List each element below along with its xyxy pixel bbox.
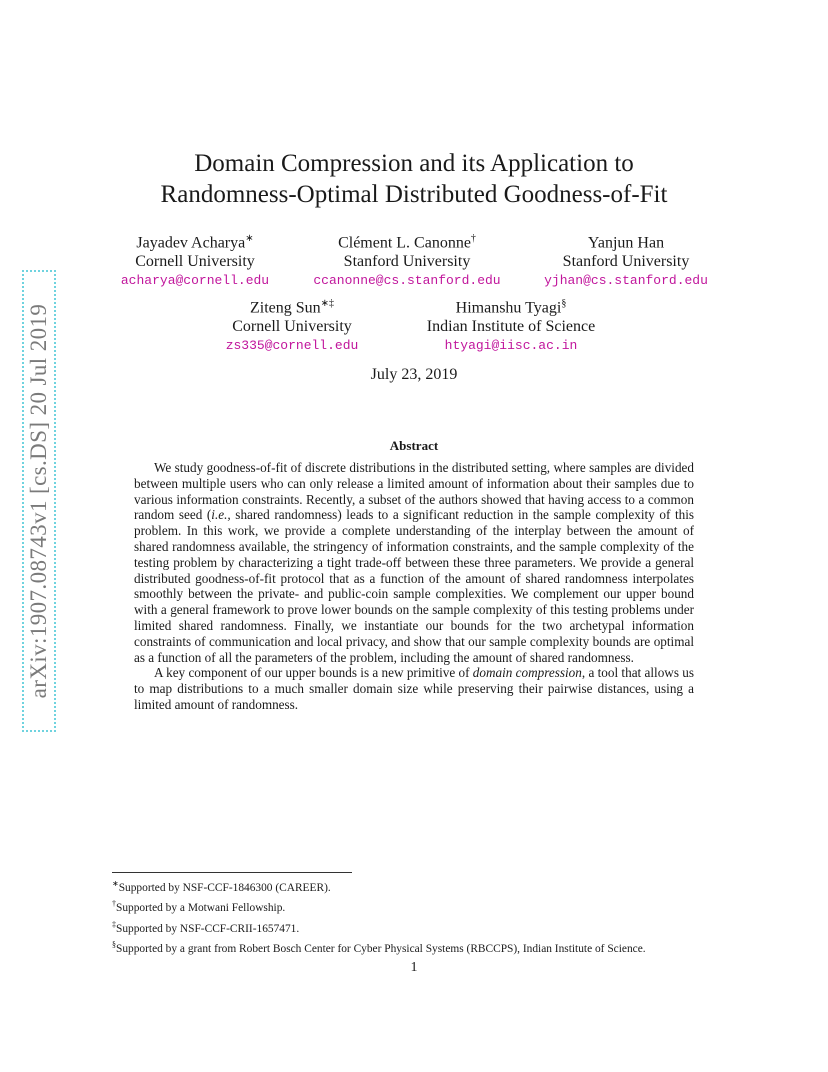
author-email-link[interactable]: yjhan@cs.stanford.edu xyxy=(544,273,708,289)
title-line-2: Randomness-Optimal Distributed Goodness-of-Fit xyxy=(160,181,668,208)
author-name: Clément L. Canonne xyxy=(338,234,471,252)
abstract-emphasis: i.e., xyxy=(211,507,231,523)
abstract-paragraph-1 xyxy=(134,460,694,665)
author-name: Himanshu Tyagi xyxy=(455,299,562,317)
author-block-han xyxy=(544,229,708,290)
abstract-text: We study goodness-of-fit of discrete distributions in the distributed setting, where samples are divided between multiple users who can only release a limited amount of information about their samples due to various information constraints. Recently, a subset of the authors showed that having access to a common random seed ( xyxy=(134,460,694,523)
footnote-text: Supported by a Motwani Fellowship. xyxy=(116,902,286,915)
footnote xyxy=(112,876,752,896)
author-footnote-mark: ∗ xyxy=(245,233,254,244)
footnote-mark: § xyxy=(112,940,116,950)
author-affiliation: Stanford University xyxy=(562,253,690,271)
footnote-text: Supported by a grant from Robert Bosch Center for Cyber Physical Systems (RBCCPS), Indian Institute of Science. xyxy=(116,942,646,955)
author-email-link[interactable]: acharya@cornell.edu xyxy=(120,273,270,289)
arxiv-identifier-text: arXiv:1907.08743v1 [cs.DS] 20 Jul 2019 xyxy=(26,303,51,699)
abstract-body xyxy=(134,460,694,713)
footnotes xyxy=(112,876,752,958)
author-email-link[interactable]: ccanonne@cs.stanford.edu xyxy=(313,273,501,289)
footnote-text: Supported by NSF-CCF-CRII-1657471. xyxy=(116,922,300,935)
page-number: 1 xyxy=(410,960,418,975)
abstract-text: A key component of our upper bounds is a new primitive of xyxy=(154,665,473,681)
abstract-heading: Abstract xyxy=(389,438,439,453)
footnote-text: Supported by NSF-CCF-1846300 (CAREER). xyxy=(118,881,331,894)
footnote-mark: † xyxy=(112,899,116,909)
abstract-text: shared randomness) leads to a significant reduction in the sample complexity of this problem. In this work, we provide a complete understanding of the interplay between the amount of shared randomness available, the stringency of information constraints, and the sample complexity of the testing problem by characterizing a tight trade-off between these three parameters. We provide a general distributed goodness-of-fit protocol that as a function of the amount of shared randomness interpolates smoothly between the private- and public-coin sample complexities. We complement our upper bound with a general framework to prove lower bounds on the sample complexity of this testing problems under limited shared randomness. Finally, we instantiate our bounds for the two archetypal information constraints of communication and local privacy, and show that our sample complexity bounds are optimal as a function of all the parameters of the problem, including the amount of shared randomness. xyxy=(134,507,694,665)
title-line-1: Domain Compression and its Application to xyxy=(194,150,634,177)
author-name: Jayadev Acharya xyxy=(136,234,246,252)
abstract-emphasis: domain compression xyxy=(472,665,582,681)
footnote-mark: ∗ xyxy=(112,879,119,888)
author-footnote-mark: ∗‡ xyxy=(320,298,335,309)
footnote xyxy=(112,917,752,937)
author-name: Ziteng Sun xyxy=(249,299,321,317)
arxiv-identifier-stamp xyxy=(22,270,56,732)
author-footnote-mark: § xyxy=(561,298,567,309)
author-email-link[interactable]: htyagi@iisc.ac.in xyxy=(444,338,578,354)
author-block-tyagi xyxy=(427,294,595,355)
abstract-text: , a tool that allows us to map distributions to a much smaller domain size while preserving their pairwise distances, using a limited amount of randomness. xyxy=(134,665,694,712)
author-footnote-mark: † xyxy=(470,233,476,244)
author-affiliation: Stanford University xyxy=(343,253,471,271)
author-block-acharya xyxy=(121,229,269,290)
author-affiliation: Cornell University xyxy=(135,253,255,271)
publication-date: July 23, 2019 xyxy=(370,366,458,383)
author-name: Yanjun Han xyxy=(587,234,665,252)
paper-title xyxy=(100,148,728,210)
footnote xyxy=(112,896,752,916)
footnote-mark: ‡ xyxy=(112,919,116,929)
abstract-paragraph-2 xyxy=(134,665,694,712)
author-block-sun xyxy=(226,294,359,355)
footnote-divider xyxy=(112,872,352,873)
author-email-link[interactable]: zs335@cornell.edu xyxy=(225,338,359,354)
footnote xyxy=(112,937,752,957)
author-block-canonne xyxy=(313,229,500,290)
author-affiliation: Cornell University xyxy=(232,318,352,336)
author-affiliation: Indian Institute of Science xyxy=(426,318,596,336)
